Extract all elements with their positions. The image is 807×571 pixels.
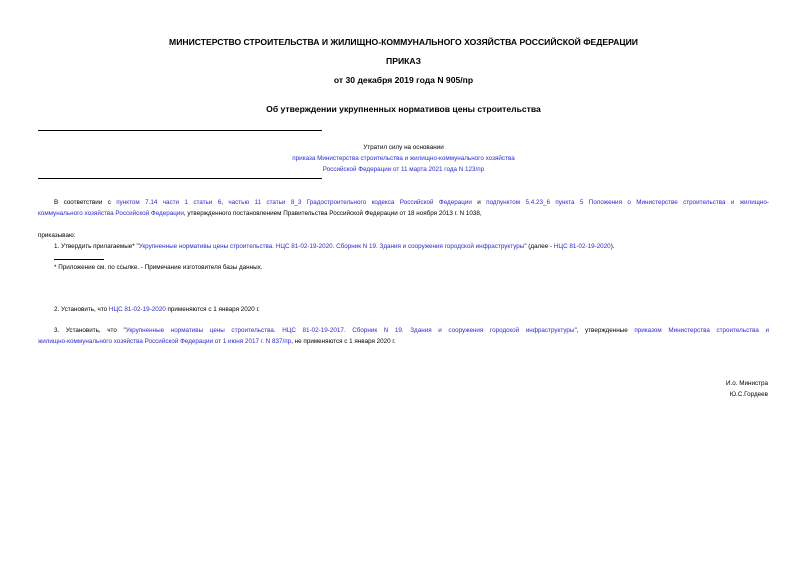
footnote-divider <box>54 259 104 260</box>
item-3-line-1 <box>54 326 769 337</box>
item-3-text: ", утвержденные <box>574 327 635 334</box>
item-2-text: 2. Установить, что <box>54 306 109 313</box>
link-ncs-2017-collection[interactable]: Укрупненные нормативы цены строительства. НЦС 81-02-19-2017. Сборник N 19. Здания и сооружения городской инфраструктуры <box>125 327 575 334</box>
item-1 <box>54 242 615 253</box>
item-3-text: , не применяются с 1 января 2020 г. <box>291 338 396 345</box>
item-3-text: 3. Установить, что " <box>54 327 126 334</box>
preamble-text: , утвержденного постановлением Правительства Российской Федерации от 18 ноября 2013 г. N 1038, <box>183 210 482 217</box>
document-type: ПРИКАЗ <box>386 56 421 66</box>
link-regulation-cont[interactable]: коммунального хозяйства Российской Федерации <box>38 210 184 217</box>
divider-bottom <box>38 178 322 179</box>
preamble-text: и <box>471 199 487 206</box>
repeal-order-link-cont[interactable]: Российской Федерации от 11 марта 2021 года N 123/пр <box>322 165 485 173</box>
link-grk-7-14[interactable]: пунктом 7.14 части 1 статьи 6 <box>116 199 222 206</box>
order-word: приказываю: <box>38 232 76 239</box>
document-date-number: от 30 декабря 2019 года N 905/пр <box>333 75 474 85</box>
link-ncs-2020-item2[interactable]: НЦС 81-02-19-2020 <box>108 306 166 313</box>
signature-name: Ю.С.Гордеев <box>729 391 768 398</box>
link-grk-8-3[interactable]: частью 11 статьи 8_3 Градостроительного кодекса Российской Федерации <box>228 199 472 206</box>
divider-top <box>38 130 322 131</box>
item-2-text: применяются с 1 января 2020 г. <box>165 306 260 313</box>
item-2 <box>54 305 260 316</box>
item-1-text: 1. Утвердить прилагаемые* " <box>54 243 139 250</box>
repeal-order-link[interactable]: приказа Министерства строительства и жилищно-коммунального хозяйства <box>292 154 515 162</box>
item-1-text: ). <box>610 243 615 250</box>
link-regulation-5-4-23[interactable]: подпунктом 5.4.23_6 пункта 5 Положения о Министерстве строительства и жилищно- <box>486 199 769 206</box>
document-title: Об утверждении укрупненных нормативов цены строительства <box>266 104 541 114</box>
preamble-text: , <box>221 199 229 206</box>
link-ncs-2020[interactable]: НЦС 81-02-19-2020 <box>553 243 611 250</box>
ministry-heading: МИНИСТЕРСТВО СТРОИТЕЛЬСТВА И ЖИЛИЩНО-КОММУНАЛЬНОГО ХОЗЯЙСТВА РОССИЙСКОЙ ФЕДЕРАЦИИ <box>169 37 638 47</box>
signature-position: И.о. Министра <box>725 380 768 387</box>
link-order-837[interactable]: приказом Министерства строительства и <box>634 327 769 334</box>
status-note <box>240 143 567 175</box>
link-order-837-cont[interactable]: жилищно-коммунального хозяйства Российской Федерации от 1 июня 2017 г. N 837/пр <box>38 338 292 345</box>
link-ncs-2020-collection[interactable]: Укрупненные нормативы цены строительства. НЦС 81-02-19-2020. Сборник N 19. Здания и сооружения городской инфраструктуры <box>138 243 525 250</box>
preamble-text: В соответствии с <box>54 199 117 206</box>
item-3-line-2 <box>38 337 396 348</box>
footnote: * Приложение см. по ссылке. - Примечание изготовителя базы данных. <box>54 264 263 271</box>
item-1-text: " (далее - <box>524 243 554 250</box>
preamble-line-2 <box>38 209 482 220</box>
preamble-line-1 <box>54 198 769 209</box>
status-note-line1: Утратил силу на основании <box>363 144 444 151</box>
